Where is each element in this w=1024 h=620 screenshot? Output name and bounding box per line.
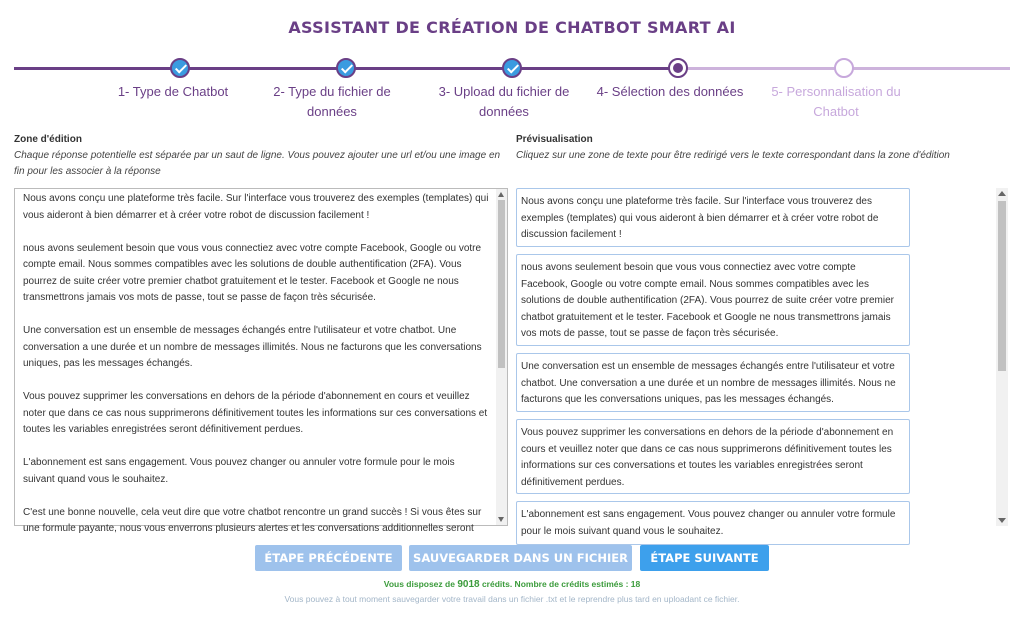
- editor-scrollbar[interactable]: [496, 189, 507, 525]
- step-5-pending-icon: [834, 58, 854, 78]
- preview-subheading: Cliquez sur une zone de texte pour être redirigé vers le texte correspondant dans la zone d'édition: [516, 150, 950, 161]
- preview-heading: Prévisualisation: [516, 134, 593, 145]
- credits-amount: 9018: [457, 579, 480, 590]
- credits-prefix: Vous disposez de: [383, 579, 455, 589]
- credits-suffix: crédits. Nombre de crédits estimés : 18: [481, 579, 641, 589]
- step-4-label: 4- Sélection des données: [596, 84, 744, 99]
- preview-item[interactable]: Une conversation est un ensemble de messages échangés entre l'utilisateur et votre chatbot. Une conversation a une durée et un nombre de messages illimités. Nous ne facturons que les conversations uniques, pas les messages échangés.: [516, 353, 910, 412]
- preview-item[interactable]: L'abonnement est sans engagement. Vous pouvez changer ou annuler votre formule pour le mois suivant quand vous le souhaitez.: [516, 501, 910, 545]
- scroll-up-icon[interactable]: [498, 192, 504, 197]
- preview-scrollbar[interactable]: [996, 188, 1008, 526]
- step-2-check-icon[interactable]: [336, 58, 356, 78]
- step-5-label: 5- Personnalisation du Chatbot: [771, 84, 901, 119]
- page-title: ASSISTANT DE CRÉATION DE CHATBOT SMART AI: [288, 18, 736, 37]
- save-to-file-button[interactable]: SAUVEGARDER DANS UN FICHIER: [409, 545, 632, 571]
- previous-step-button[interactable]: ÉTAPE PRÉCÉDENTE: [255, 545, 402, 571]
- editor-scroll-thumb[interactable]: [498, 200, 505, 368]
- preview-item[interactable]: Vous pouvez supprimer les conversations en dehors de la période d'abonnement en cours et veuillez noter que dans ce cas nous supprimerons définitivement toutes les informations sur ces conversations et toutes les variables enregistrées seront définitivement perdues.: [516, 419, 910, 494]
- scroll-up-icon[interactable]: [998, 191, 1006, 196]
- editor-subheading: Chaque réponse potentielle est séparée par un saut de ligne. Vous pouvez ajouter une url et/ou une image en fin pour les associer à la réponse: [14, 150, 501, 177]
- step-2-label[interactable]: 2- Type du fichier de données: [273, 84, 391, 119]
- next-step-button[interactable]: ÉTAPE SUIVANTE: [640, 545, 769, 571]
- credits-info: [0, 579, 1024, 590]
- step-1-label[interactable]: 1- Type de Chatbot: [117, 84, 229, 99]
- editor-textarea[interactable]: [14, 188, 508, 534]
- save-note: Vous pouvez à tout moment sauvegarder votre travail dans un fichier .txt et le reprendre plus tard en uploadant ce fichier.: [284, 594, 740, 604]
- scroll-down-icon[interactable]: [998, 518, 1006, 523]
- preview-item[interactable]: nous avons seulement besoin que vous vous connectiez avec votre compte Facebook, Google ou votre compte email. Nous sommes compatibles avec les solutions de double authentification (2FA). Vous pourrez de suite créer votre premier chatbot gratuitement et le tester. Facebook et Google ne nous transmettrons jamais vos mots de passe, tout se passe de façon très sécurisée.: [516, 254, 910, 346]
- editor-content[interactable]: Nous avons conçu une plateforme très facile. Sur l'interface vous trouverez des exemples (templates) qui vous aideront à bien démarrer et à créer votre robot de discussion facilement ! nous avons seulement besoin que vous vous connectiez avec votre compte Facebook, Google ou votre compte email. Nous sommes compatibles avec les solutions de double authentification (2FA). Vous pourrez de suite créer votre premier chatbot gratuitement et le tester. Facebook et Google ne nous transmettrons jamais vos mots de passe, tout se passe de façon très sécurisée. Une conversation est un ensemble de messages échangés entre l'utilisateur et votre chatbot. Une conversation a une durée et un nombre de messages illimités. Nous ne facturons que les conversations uniques, pas les messages échangés. Vous pouvez supprimer les conversations en dehors de la période d'abonnement en cours et veuillez noter que dans ce cas nous supprimerons définitivement toutes les informations sur ces conversations et toutes les variables enregistrées seront définitivement perdues. L'abonnement est sans engagement. Vous pouvez changer ou annuler votre formule pour le mois suivant quand vous le souhaitez. C'est une bonne nouvelle, cela veut dire que votre chatbot rencontre un grand succès ! Si vous êtes sur une formule payante, nous vous enverrons plusieurs alertes et les conversations additionnelles seront: [23, 193, 489, 534]
- step-1-check-icon[interactable]: [170, 58, 190, 78]
- scroll-down-icon[interactable]: [498, 517, 504, 522]
- preview-scroll-thumb[interactable]: [998, 201, 1006, 371]
- preview-item[interactable]: Nous avons conçu une plateforme très facile. Sur l'interface vous trouverez des exemples (templates) qui vous aideront à bien démarrer et à créer votre robot de discussion facilement !: [516, 188, 910, 247]
- step-3-label[interactable]: 3- Upload du fichier de données: [438, 84, 570, 119]
- step-4-current-icon[interactable]: [668, 58, 688, 78]
- step-3-check-icon[interactable]: [502, 58, 522, 78]
- editor-heading: Zone d'édition: [14, 134, 82, 145]
- preview-panel: [512, 188, 1010, 537]
